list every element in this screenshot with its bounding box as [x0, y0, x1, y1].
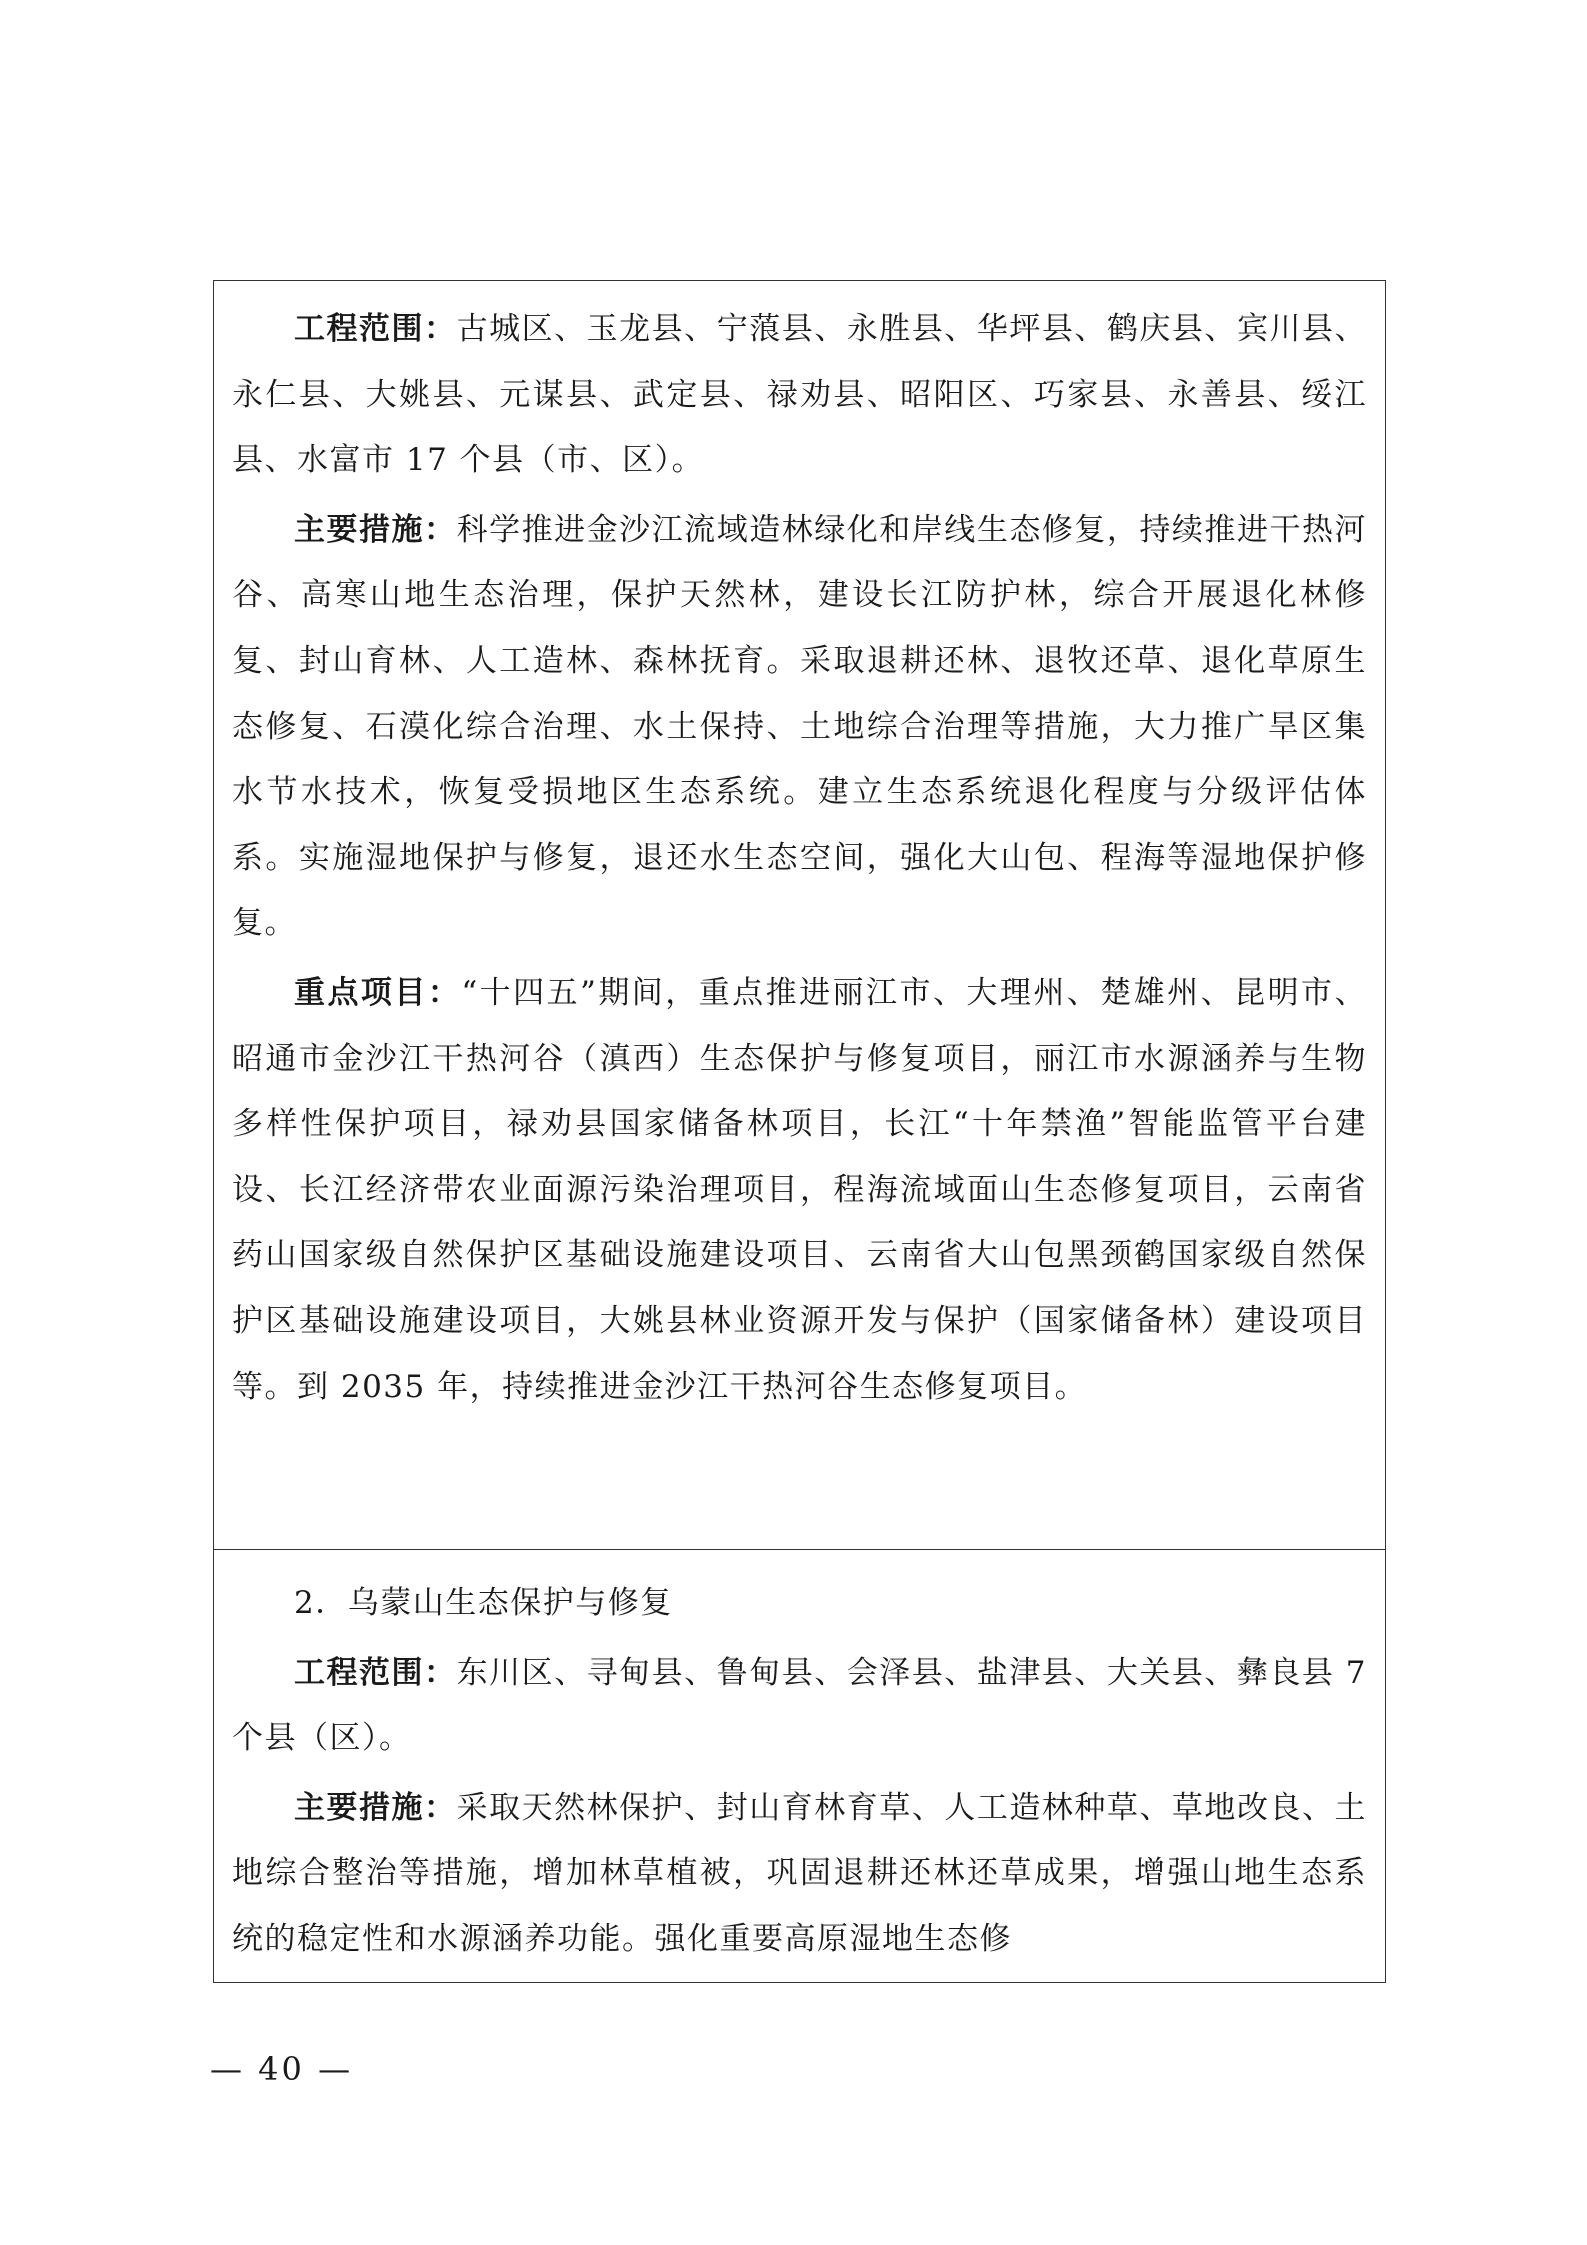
projects-text: “十四五”期间，重点推进丽江市、大理州、楚雄州、昆明市、昭通市金沙江干热河谷（滇西）生态保护与修复项目，丽江市水源涵养与生物多样性保护项目，禄劝县国家储备林项目，长江“十年禁渔”智能监管平台建设、长江经济带农业面源污染治理项目，程海流域面山生态修复项目，云南省药山国家级自然保护区基础设施建设项目、云南省大山包黑颈鹤国家级自然保护区基础设施建设项目，大姚县林业资源开发与保护（国家储备林）建设项目等。到 2035 年，持续推进金沙江干热河谷生态修复项目。 [232, 974, 1367, 1405]
projects-paragraph [232, 961, 1367, 1420]
measures-text: 科学推进金沙江流域造林绿化和岸线生态修复，持续推进干热河谷、高寒山地生态治理，保护天然林，建设长江防护林，综合开展退化林修复、封山育林、人工造林、森林抚育。采取退耕还林、退牧还草、退化草原生态修复、石漠化综合治理、水土保持、土地综合治理等措施，大力推广旱区集水节水技术，恢复受损地区生态系统。建立生态系统退化程度与分级评估体系。实施湿地保护与修复，退还水生态空间，强化大山包、程海等湿地保护修复。 [232, 511, 1367, 942]
content-table [213, 280, 1386, 1983]
measures-lead: 主要措施： [294, 1789, 457, 1826]
projects-lead: 重点项目： [294, 974, 462, 1011]
measures-text: 采取天然林保护、封山育林育草、人工造林种草、草地改良、土地综合整治等措施，增加林草植被，巩固退耕还林还草成果，增强山地生态系统的稳定性和水源涵养功能。强化重要高原湿地生态修 [232, 1789, 1367, 1957]
page-number: — 40 — [210, 2050, 354, 2088]
scope-text: 古城区、玉龙县、宁蒗县、永胜县、华坪县、鹤庆县、宾川县、永仁县、大姚县、元谋县、武定县、禄劝县、昭阳区、巧家县、永善县、绥江县、水富市 17 个县（市、区）。 [232, 311, 1367, 479]
table-row-divider [214, 1549, 1385, 1550]
section-title: 2．乌蒙山生态保护与修复 [294, 1585, 673, 1621]
table-cell-wumeng-mountain [232, 1571, 1367, 1977]
scope-paragraph [232, 1641, 1367, 1772]
table-cell-jinsha-river [232, 297, 1367, 1424]
scope-lead: 工程范围： [294, 311, 457, 347]
scope-paragraph [232, 297, 1367, 494]
scope-lead: 工程范围： [294, 1654, 457, 1691]
scope-text: 东川区、寻甸县、鲁甸县、会泽县、盐津县、大关县、彝良县 7 个县（区）。 [232, 1654, 1368, 1757]
measures-lead: 主要措施： [294, 511, 457, 548]
measures-paragraph [232, 498, 1367, 957]
measures-paragraph [232, 1776, 1367, 1973]
